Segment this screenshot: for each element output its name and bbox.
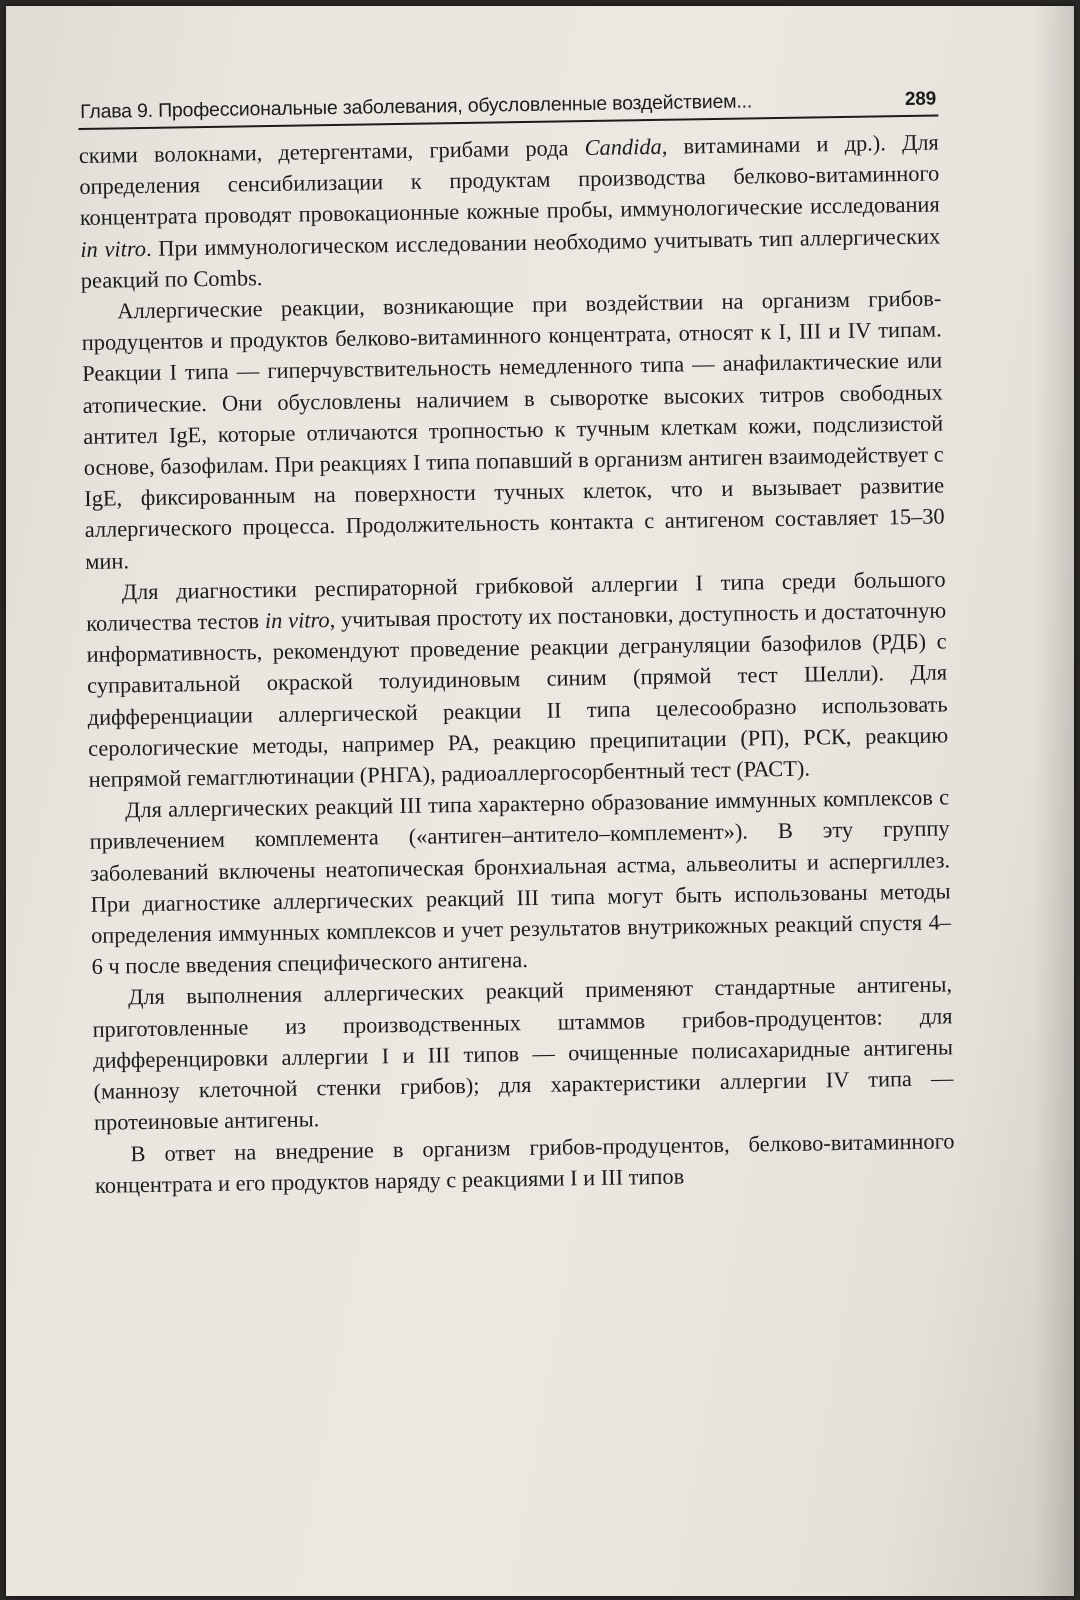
running-head xyxy=(78,87,938,130)
paragraph-2: Аллергические реакции, возникающие при воздействии на организм грибов-продуцентов и продуктов белково-витаминного концентрата, относят к I, III и IV типам. Реакции I типа — гиперчувствительность немедленного типа — анафилактические или атопические. Они обусловлены наличием в сыворотке высоких титров свободных антител IgE, которые отличаются тропностью к тучным клеткам кожи, подслизистой основе, базофилам. При реакциях I типа попавший в организм антиген взаимодействует с IgE, фиксированным на поверхности тучных клеток, что и вызывает развитие аллергического процесса. Продолжительность контакта с антигеном составляет 15–30 мин. xyxy=(81,285,945,574)
paragraph-text: . При иммунологическом исследовании необходимо учитывать тип аллергических реакций по Combs. xyxy=(80,223,941,293)
paragraph-6: В ответ на внедрение в организм грибов-продуцентов, белково-витаминного концентрата и его продуктов наряду с реакциями I и III типов xyxy=(94,1127,955,1198)
book-page xyxy=(6,6,1074,1596)
page-edge-shadow xyxy=(1034,6,1074,1596)
paragraph-text: Для диагностики респираторной грибковой аллергии I типа среди большого количества тестов xyxy=(86,566,946,636)
paragraph-text: , учитывая простоту их постановки, доступность и достаточную информативность, рекомендуют проведение реакции дегрануляции базофилов (РДБ) с суправитальной окраской толуидиновым синим (прямой тест Шелли). Для дифференциации аллергической реакции II типа целесообразно использовать серологические методы, например РА, реакцию преципитации (РП), РСК, реакцию непрямой гемагглютинации (РНГА), радиоаллергосорбентный тест (РАСТ). xyxy=(86,597,949,792)
text-block xyxy=(78,87,955,1200)
page-number: 289 xyxy=(904,88,937,111)
paragraph-3 xyxy=(85,563,948,795)
paragraph-5: Для выполнения аллергических реакций применяют стандартные антигены, приготовленные из производственных штаммов грибов-продуцентов: для дифференцировки аллергии I и III типов — очищенные полисахаридные антигены (маннозу клеточной стенки грибов); для характеристики аллергии IV типа — протеиновые антигены. xyxy=(92,971,954,1136)
italic-term: in vitro xyxy=(264,607,330,634)
paragraph-4: Для аллергических реакций III типа характерно образование иммунных комплексов с привлечением комплемента («антиген–антитело–комплемент»). В эту группу заболеваний включены неатопическая бронхиальная астма, альвеолиты и аспергиллез. При диагностике аллергических реакций III типа могут быть использованы методы определения иммунных комплексов и учет результатов внутрикожных реакций спустя 4–6 ч после введения специфического антигена. xyxy=(89,784,952,980)
chapter-title: Глава 9. Профессиональные заболевания, обусловленные воздействием... xyxy=(79,90,753,123)
paragraph-text: , витаминами и др.). Для определения сенсибилизации к продуктам производства белково-витаминного концентрата проводят провокационные кожные пробы, иммунологические исследования xyxy=(79,129,940,231)
italic-term: in vitro xyxy=(80,235,147,262)
paragraph-1 xyxy=(79,126,941,296)
paragraph-text: скими волокнами, детергентами, грибами рода xyxy=(78,135,585,168)
italic-term: Candida xyxy=(584,133,662,161)
body-text xyxy=(79,126,956,1200)
